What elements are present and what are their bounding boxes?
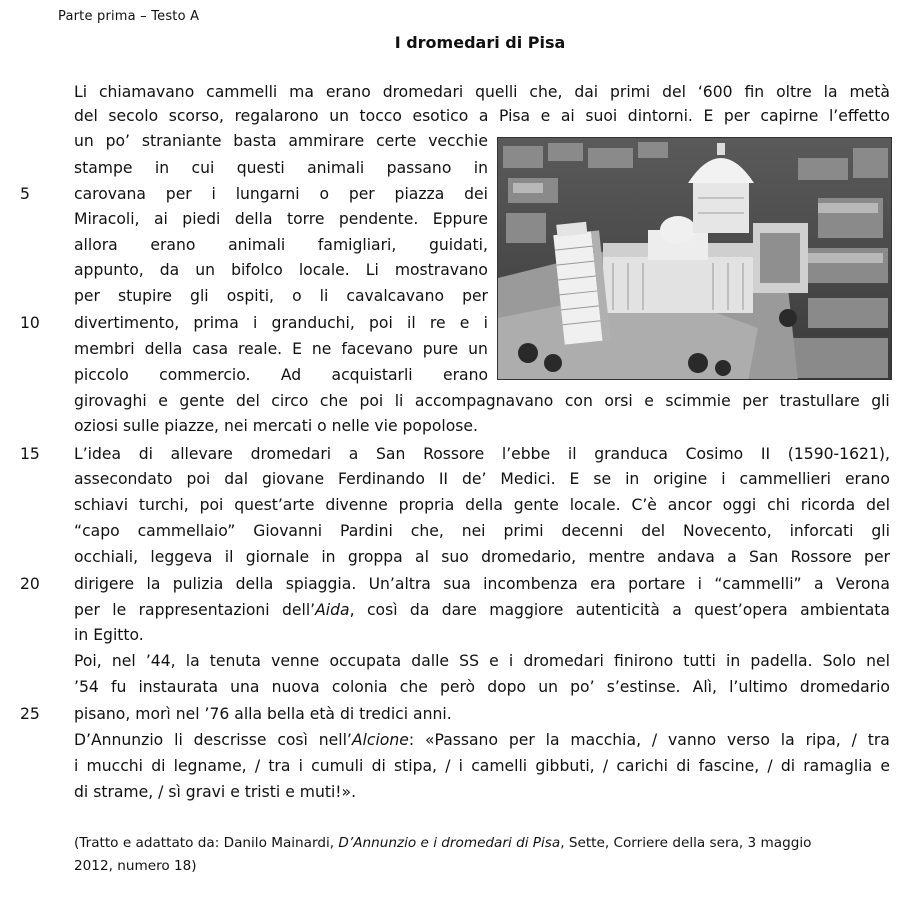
text-line: di strame, / sì gravi e tristi e muti!». — [74, 783, 357, 801]
page-title: I dromedari di Pisa — [394, 33, 566, 52]
text-line: girovaghi e gente del circo che poi li accompagnavano con orsi e scimmie per trastullare gli — [74, 392, 890, 410]
text-line: ’54 fu instaurata una nuova colonia che però dopo un po’ s’estinse. Alì, l’ultimo dromedario — [74, 678, 890, 696]
line-number: 15 — [20, 445, 40, 463]
text-line: piccolo commercio. Ad acquistarli erano — [74, 366, 488, 384]
section-header: Parte prima – Testo A — [58, 9, 200, 24]
text-line: Poi, nel ’44, la tenuta venne occupata dalle SS e i dromedari finirono tutti in padella. Solo nel — [74, 652, 890, 670]
text-line: “capo cammellaio” Giovanni Pardini che, nei primi decenni del Novecento, inforcati gli — [74, 522, 890, 540]
aerial-photo-pisa — [497, 137, 892, 380]
text-line: appunto, da un bifolco locale. Li mostravano — [74, 261, 488, 279]
text-line: i mucchi di legname, / tra i cumuli di stipa, / i camelli gibbuti, / carichi di fascine, / di ramaglia e — [74, 757, 890, 775]
text-line: membri della casa reale. E ne facevano pure un — [74, 340, 488, 358]
text-line: oziosi sulle piazze, nei mercati o nelle vie popolose. — [74, 417, 478, 435]
text-line: occhiali, leggeva il giornale in groppa al suo dromedario, mentre andava a San Rossore per — [74, 548, 890, 566]
text-line: L’idea di allevare dromedari a San Rossore l’ebbe il granduca Cosimo II (1590-1621), — [74, 445, 890, 463]
text-line: assecondato poi dal giovane Ferdinando II de’ Medici. E se in origine i cammellieri erano — [74, 470, 890, 488]
text-line: dirigere la pulizia della spiaggia. Un’altra sua incombenza era portare i “cammelli” a Verona — [74, 575, 890, 593]
text-line: Li chiamavano cammelli ma erano dromedari quelli che, dai primi del ‘600 fin oltre la metà — [74, 83, 890, 101]
text-line: divertimento, prima i granduchi, poi il re e i — [74, 314, 488, 332]
text-line: per stupire gli ospiti, o li cavalcavano per — [74, 287, 488, 305]
text-line: D’Annunzio li descrisse così nell’Alcione: «Passano per la macchia, / vanno verso la ripa, / tra — [74, 731, 890, 749]
source-citation-line-2: 2012, numero 18) — [74, 858, 197, 874]
text-line: un po’ straniante basta ammirare certe vecchie — [74, 132, 488, 150]
text-line: allora erano animali famigliari, guidati, — [74, 236, 488, 254]
line-number: 10 — [20, 314, 40, 332]
text-line: Miracoli, ai piedi della torre pendente. Eppure — [74, 210, 488, 228]
source-citation-line-1: (Tratto e adattato da: Danilo Mainardi, D’Annunzio e i dromedari di Pisa, Sette, Corriere della sera, 3 maggio — [74, 835, 812, 851]
text-line: per le rappresentazioni dell’Aida, così da dare maggiore autenticità a quest’opera ambientata — [74, 601, 890, 619]
text-line: carovana per i lungarni o per piazza dei — [74, 185, 488, 203]
text-line: pisano, morì nel ’76 alla bella età di tredici anni. — [74, 705, 452, 723]
text-line: stampe in cui questi animali passano in — [74, 159, 488, 177]
text-line: del secolo scorso, regalarono un tocco esotico a Pisa e ai suoi dintorni. E per capirne l’effetto — [74, 107, 890, 125]
line-number: 5 — [20, 185, 30, 203]
text-line: schiavi turchi, poi quest’arte divenne propria della gente locale. C’è ancor oggi chi ricorda del — [74, 496, 890, 514]
line-number: 20 — [20, 575, 40, 593]
text-line: in Egitto. — [74, 626, 144, 644]
line-number: 25 — [20, 705, 40, 723]
